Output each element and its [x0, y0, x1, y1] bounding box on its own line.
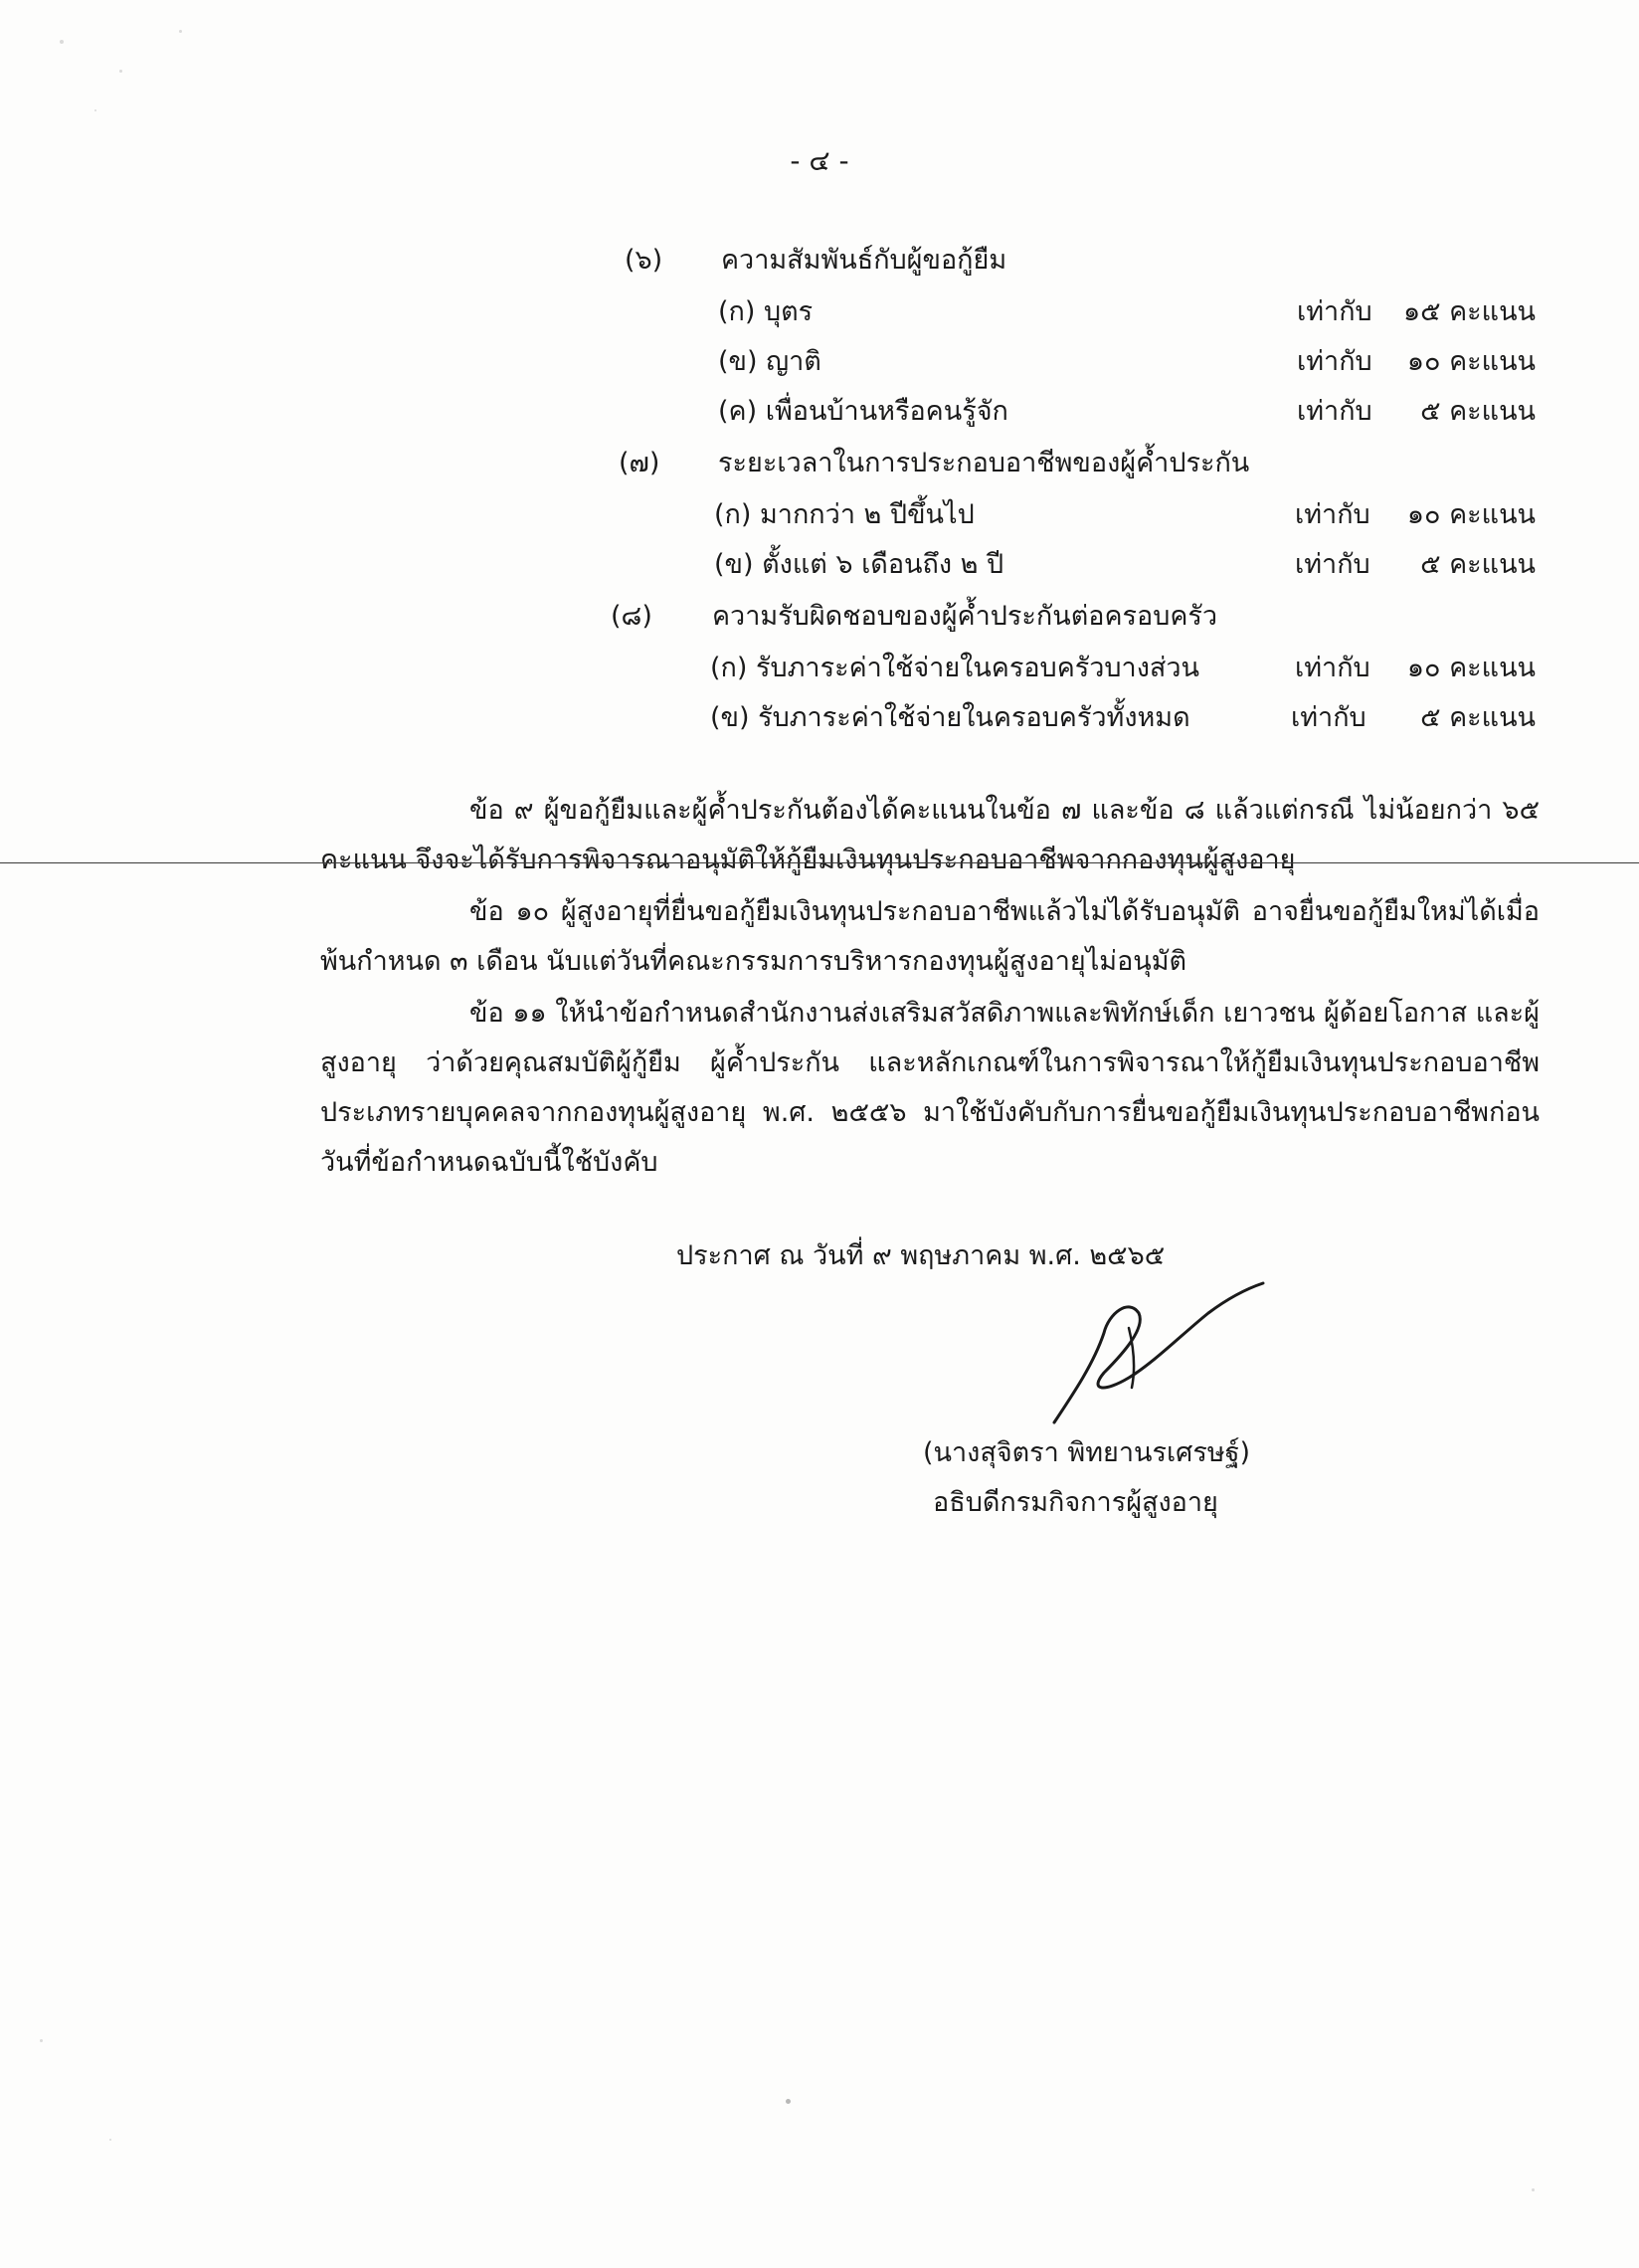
item-score: ๕ คะแนน: [1420, 396, 1536, 427]
scan-speckle: [1532, 2188, 1535, 2191]
scan-speckle: [179, 30, 182, 33]
scan-speckle: [40, 2039, 43, 2042]
clause-9: ข้อ ๙ ผู้ขอกู้ยืมและผู้ค้ำประกันต้องได้คะแนนในข้อ ๗ และข้อ ๘ แล้วแต่กรณี ไม่น้อยกว่า ๖๕ คะแนน จึงจะได้รับการพิจารณาอนุมัติให้กู้ยืมเงินทุนประกอบอาชีพจากกองทุนผู้สูงอายุ: [320, 795, 1540, 875]
page-number: - ๔ -: [790, 144, 849, 177]
criterion-title: ความสัมพันธ์กับผู้ขอกู้ยืม: [721, 245, 1007, 276]
item-equals: เท่ากับ: [1297, 296, 1372, 327]
item-score: ๑๐ คะแนน: [1406, 499, 1536, 530]
criterion-number: (๗): [619, 448, 660, 478]
scan-speckle: [119, 70, 122, 73]
item-equals: เท่ากับ: [1297, 396, 1372, 427]
signatory-name: (นางสุจิตรา พิทยานรเศรษฐ์): [923, 1437, 1251, 1468]
item-label: (ก) มากกว่า ๒ ปีขึ้นไป: [714, 499, 975, 530]
item-equals: เท่ากับ: [1295, 549, 1370, 580]
scan-speckle: [786, 2099, 791, 2104]
criterion-title: ความรับผิดชอบของผู้ค้ำประกันต่อครอบครัว: [712, 601, 1218, 632]
item-label: (ข) ญาติ: [718, 346, 821, 377]
item-equals: เท่ากับ: [1297, 346, 1372, 377]
scan-line-artifact: [0, 862, 1639, 863]
item-score: ๑๐ คะแนน: [1406, 653, 1536, 683]
criterion-title: ระยะเวลาในการประกอบอาชีพของผู้ค้ำประกัน: [718, 448, 1250, 478]
criterion-number: (๖): [625, 245, 663, 276]
item-score: ๕ คะแนน: [1420, 702, 1536, 733]
announcement-date: ประกาศ ณ วันที่ ๙ พฤษภาคม พ.ศ. ๒๕๖๕: [676, 1240, 1166, 1271]
item-label: (ก) รับภาระค่าใช้จ่ายในครอบครัวบางส่วน: [710, 653, 1199, 683]
item-label: (ค) เพื่อนบ้านหรือคนรู้จัก: [718, 396, 1008, 427]
scan-speckle: [94, 109, 96, 111]
scan-speckle: [60, 40, 64, 44]
clause-10: ข้อ ๑๐ ผู้สูงอายุที่ยื่นขอกู้ยืมเงินทุนประกอบอาชีพแล้วไม่ได้รับอนุมัติ อาจยื่นขอกู้ยืมใหม่ได้เมื่อพ้นกำหนด ๓ เดือน นับแต่วันที่คณะกรรมการบริหารกองทุนผู้สูงอายุไม่อนุมัติ: [320, 896, 1540, 977]
item-label: (ข) รับภาระค่าใช้จ่ายในครอบครัวทั้งหมด: [710, 702, 1190, 733]
item-label: (ก) บุตร: [718, 296, 814, 327]
scan-speckle: [109, 2139, 111, 2141]
item-score: ๑๐ คะแนน: [1406, 346, 1536, 377]
criterion-number: (๘): [611, 601, 652, 632]
clause-11: ข้อ ๑๑ ให้นำข้อกำหนดสำนักงานส่งเสริมสวัสดิภาพและพิทักษ์เด็ก เยาวชน ผู้ด้อยโอกาส และผู้สูงอายุ ว่าด้วยคุณสมบัติผู้กู้ยืม ผู้ค้ำประกัน และหลักเกณฑ์ในการพิจารณาให้กู้ยืมเงินทุนประกอบอาชีพประเภทรายบุคคลจากกองทุนผู้สูงอายุ พ.ศ. ๒๕๕๖ มาใช้บังคับกับการยื่นขอกู้ยืมเงินทุนประกอบอาชีพก่อนวันที่ข้อกำหนดฉบับนี้ใช้บังคับ: [320, 998, 1540, 1178]
item-score: ๕ คะแนน: [1420, 549, 1536, 580]
signature-image: [1034, 1273, 1273, 1442]
item-label: (ข) ตั้งแต่ ๖ เดือนถึง ๒ ปี: [714, 549, 1004, 580]
item-equals: เท่ากับ: [1295, 499, 1370, 530]
item-equals: เท่ากับ: [1291, 702, 1366, 733]
item-score: ๑๕ คะแนน: [1402, 296, 1536, 327]
item-equals: เท่ากับ: [1295, 653, 1370, 683]
signatory-title: อธิบดีกรมกิจการผู้สูงอายุ: [933, 1487, 1218, 1518]
